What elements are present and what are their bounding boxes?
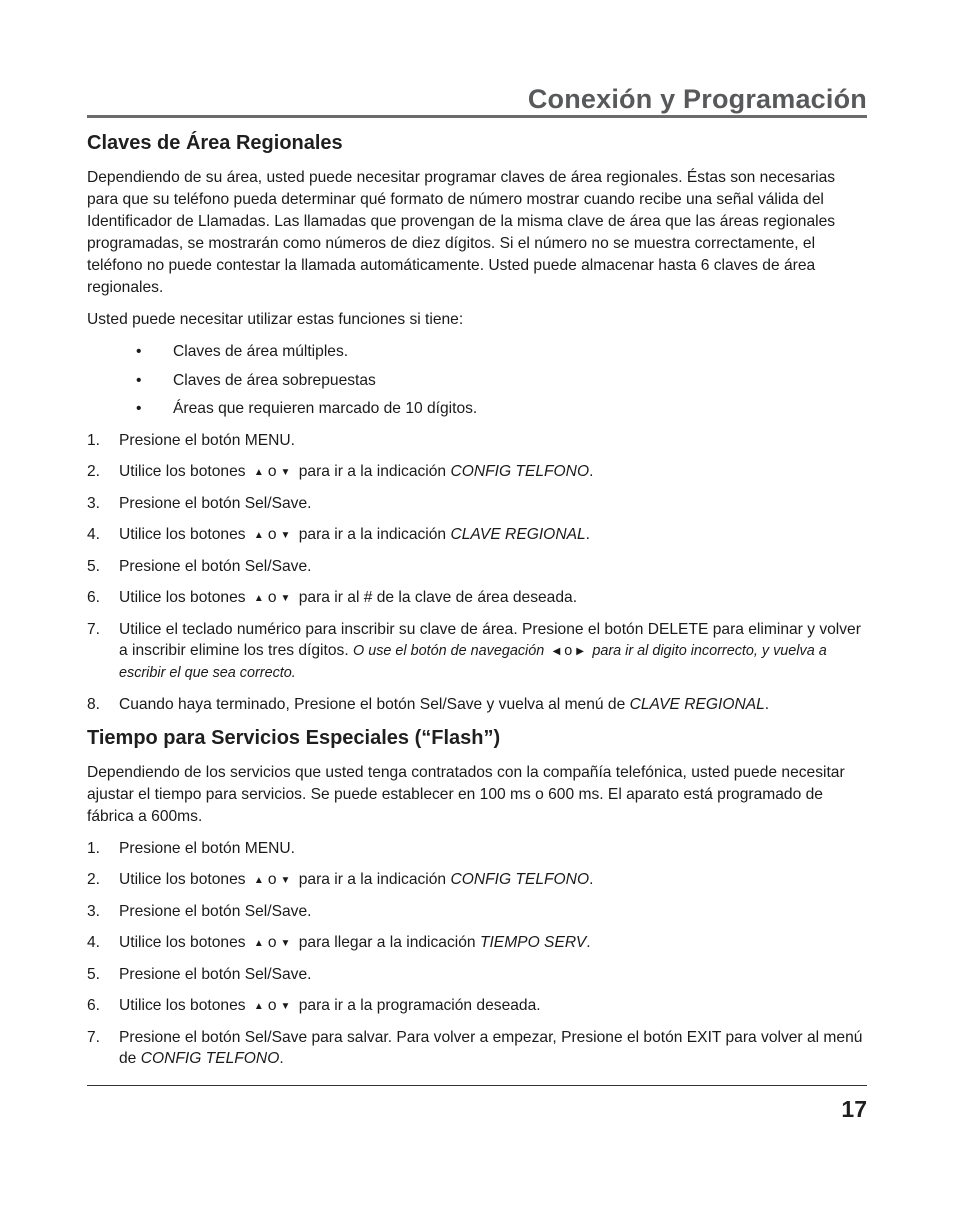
list-item: 2. Utilice los botones ▲ o ▼ para ir a la indicación CONFIG TELFONO. xyxy=(87,869,867,891)
up-arrow-icon: ▲ xyxy=(253,937,264,949)
down-arrow-icon: ▼ xyxy=(280,466,291,478)
list-item: 8. Cuando haya terminado, Presione el botón Sel/Save y vuelva al menú de CLAVE REGIONAL. xyxy=(87,695,770,713)
list-item: 4. Utilice los botones ▲ o ▼ para llegar a la indicación TIEMPO SERV. xyxy=(87,932,867,954)
list-item: 6. Utilice los botones ▲ o ▼ para ir al # de la clave de área deseada. xyxy=(87,587,867,609)
bullet-list xyxy=(87,341,867,420)
bullet-icon: • xyxy=(136,400,142,417)
list-item: • Claves de área sobrepuestas xyxy=(87,370,867,392)
paragraph: Usted puede necesitar utilizar estas funciones si tiene: xyxy=(87,311,464,328)
bullet-icon: • xyxy=(136,371,142,389)
list-item: • Claves de área múltiples. xyxy=(87,341,867,363)
down-arrow-icon: ▼ xyxy=(280,529,291,541)
list-item: 7. Presione el botón Sel/Save para salvar. Para volver a empezar, Presione el botón EXIT para volver al menú de CONFIG TELFONO. xyxy=(87,1028,863,1067)
up-arrow-icon: ▲ xyxy=(253,592,264,604)
up-arrow-icon: ▲ xyxy=(253,529,264,541)
page-title: Conexión y Programación xyxy=(527,84,867,114)
list-item: 2. Utilice los botones ▲ o ▼ para ir a la indicación CONFIG TELFONO. xyxy=(87,461,867,483)
bullet-icon: • xyxy=(136,343,142,360)
list-item: 5. Presione el botón Sel/Save. xyxy=(87,965,312,983)
list-item: 1. Presione el botón MENU. xyxy=(87,839,295,857)
right-arrow-icon: ▶ xyxy=(576,645,584,657)
list-item: 3. Presione el botón Sel/Save. xyxy=(87,494,312,512)
steps-list-flash xyxy=(87,838,867,1069)
list-item: 5. Presione el botón Sel/Save. xyxy=(87,557,312,575)
section-heading-flash-time: Tiempo para Servicios Especiales (“Flash”) xyxy=(87,726,501,749)
up-arrow-icon: ▲ xyxy=(253,874,264,886)
down-arrow-icon: ▼ xyxy=(280,592,291,604)
down-arrow-icon: ▼ xyxy=(280,1000,291,1012)
down-arrow-icon: ▼ xyxy=(280,937,291,949)
list-item: • Áreas que requieren marcado de 10 dígitos. xyxy=(87,398,867,420)
footer-rule xyxy=(87,1085,867,1086)
title-rule xyxy=(87,115,867,118)
steps-list-regional xyxy=(87,430,867,715)
page-number: 17 xyxy=(841,1096,867,1122)
left-arrow-icon: ◀ xyxy=(552,645,561,657)
list-item: 1. Presione el botón MENU. xyxy=(87,431,295,449)
paragraph: Dependiendo de su área, usted puede necesitar programar claves de área regionales. Éstas son necesarias para que su teléfono pueda determinar qué formato de número mostrar cuando recibe una señal válida del Identificador de Llamadas. Las llamadas que provengan de la misma clave de área que las áreas regionales programadas, se mostrarán como números de diez dígitos. Si el número no se muestra correctamente, el teléfono no puede contestar la llamada automáticamente. Usted puede almacenar hasta 6 claves de área regionales. xyxy=(87,169,836,296)
paragraph: Dependiendo de los servicios que usted tenga contratados con la compañía telefónica, usted puede necesitar ajustar el tiempo para servicios. Se puede establecer en 100 ms o 600 ms. El aparato está programado de fábrica a 600ms. xyxy=(87,763,845,825)
list-item: 7. Utilice el teclado numérico para inscribir su clave de área. Presione el botón DELETE para eliminar y volver a inscribir elimine los tres dígitos. O use el botón de navegación ◀ o ▶ para ir al digito incorrecto, y vuelva a escribir el que sea correcto. xyxy=(87,620,861,681)
page-content xyxy=(87,130,867,1079)
list-item: 3. Presione el botón Sel/Save. xyxy=(87,902,312,920)
section-heading-regional-area-codes: Claves de Área Regionales xyxy=(87,132,343,154)
down-arrow-icon: ▼ xyxy=(280,874,291,886)
up-arrow-icon: ▲ xyxy=(253,1000,264,1012)
list-item: 4. Utilice los botones ▲ o ▼ para ir a la indicación CLAVE REGIONAL. xyxy=(87,524,867,546)
up-arrow-icon: ▲ xyxy=(253,466,264,478)
list-item: 6. Utilice los botones ▲ o ▼ para ir a la programación deseada. xyxy=(87,995,867,1017)
